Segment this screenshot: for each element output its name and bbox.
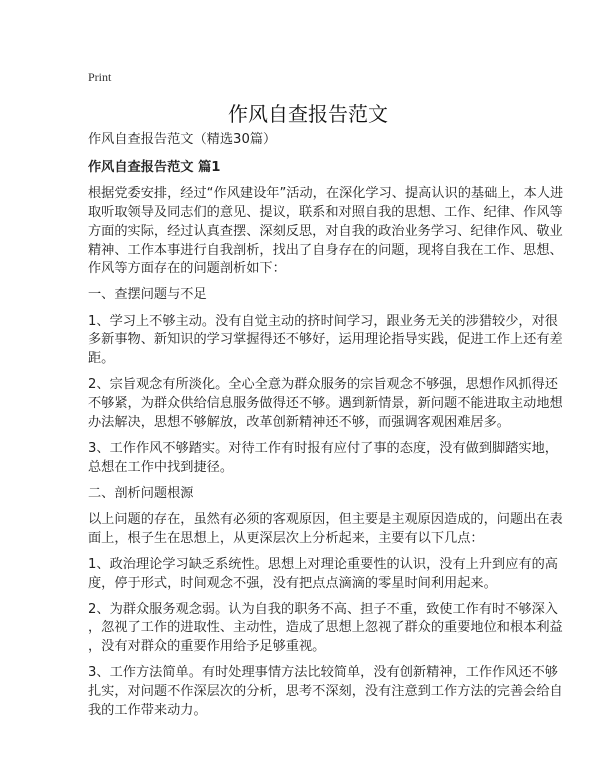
paragraph (88, 286, 528, 305)
paragraph-line: 办法解决，思想不够解放，改革创新精神还不够，而强调客观困难居多。 (88, 414, 510, 430)
paragraph-line: 度，停于形式，时间观念不强，没有把点点滴滴的零星时间利用起来。 (88, 575, 497, 591)
paragraph-line: 2、为群众服务观念弱。认为自我的职务不高、担子不重，致使工作有时不够深入 (88, 601, 558, 617)
paragraph-line: 二、剖析问题根源 (88, 485, 194, 501)
paragraph (88, 376, 563, 432)
paragraph (88, 440, 558, 477)
paragraph (88, 485, 528, 504)
paragraph-line: 1、政治理论学习缺乏系统性。思想上对理论重要性的认识，没有上升到应有的高 (88, 556, 558, 572)
paragraph (88, 664, 563, 720)
paragraph (88, 313, 563, 369)
page-title: 作风自查报告范文 (228, 102, 388, 126)
print-link[interactable]: Print (88, 70, 112, 84)
paragraph (88, 185, 564, 279)
paragraph (88, 601, 563, 657)
subtitle: 作风自查报告范文（精选30篇） (88, 132, 277, 147)
section-heading: 作风自查报告范文 篇1 (88, 159, 221, 175)
paragraph-line: 精神、工作本事进行自我剖析，找出了自身存在的问题，现将自我在工作、思想、 (88, 242, 563, 258)
paragraph-line: ，忽视了工作的进取性、主动性，造成了思想上忽视了群众的重要地位和根本利益 (88, 620, 563, 636)
paragraph-line: 取听取领导及同志们的意见、提议，联系和对照自我的思想、工作、纪律、作风等 (88, 205, 563, 221)
paragraph-line: 距。 (88, 351, 115, 367)
paragraph-line: 3、工作作风不够踏实。对待工作有时报有应付了事的态度，没有做到脚踏实地， (88, 440, 558, 456)
paragraph-line: 1、学习上不够主动。没有自觉主动的挤时间学习，跟业务无关的涉猎较少，对很 (88, 313, 558, 329)
paragraph-line: 多新事物、新知识的学习掌握得还不够好，运用理论指导实践，促进工作上还有差 (88, 332, 563, 348)
paragraph-line: 不够紧，为群众供给信息服务做得还不够。遇到新情景，新问题不能进取主动地想 (88, 395, 563, 411)
paragraph-line: 面上，根子生在思想上，从更深层次上分析起来，主要有以下几点： (88, 530, 484, 546)
paragraph-line: 3、工作方法简单。有时处理事情方法比较简单，没有创新精神，工作作风还不够 (88, 665, 558, 681)
paragraphs (88, 185, 564, 720)
paragraph (88, 511, 563, 548)
paragraph-line: 2、宗旨观念有所淡化。全心全意为群众服务的宗旨观念不够强，思想作风抓得还 (88, 377, 558, 393)
paragraph-line: 以上问题的存在，虽然有必须的客观原因，但主要是主观原因造成的，问题出在表 (88, 511, 563, 527)
paragraph-line: 一、查摆问题与不足 (88, 287, 207, 303)
paragraph (88, 556, 558, 593)
paragraph-line: 我的工作带来动力。 (88, 702, 207, 718)
paragraph-line: 方面的实际，经过认真查摆、深刻反思，对自我的政治业务学习、纪律作风、敬业 (88, 223, 563, 239)
paragraph-line: 根据党委安排，经过“作风建设年”活动，在深化学习、提高认识的基础上，本人进 (88, 186, 564, 202)
document-body (88, 131, 564, 728)
paragraph-line: 作风等方面存在的问题剖析如下： (88, 261, 286, 277)
paragraph-line: 扎实，对问题不作深层次的分析，思考不深刻，没有注意到工作方法的完善会给自 (88, 684, 563, 700)
paragraph-line: ，没有对群众的重要作用给予足够重视。 (88, 639, 326, 655)
paragraph-line: 总想在工作中找到捷径。 (88, 459, 234, 475)
